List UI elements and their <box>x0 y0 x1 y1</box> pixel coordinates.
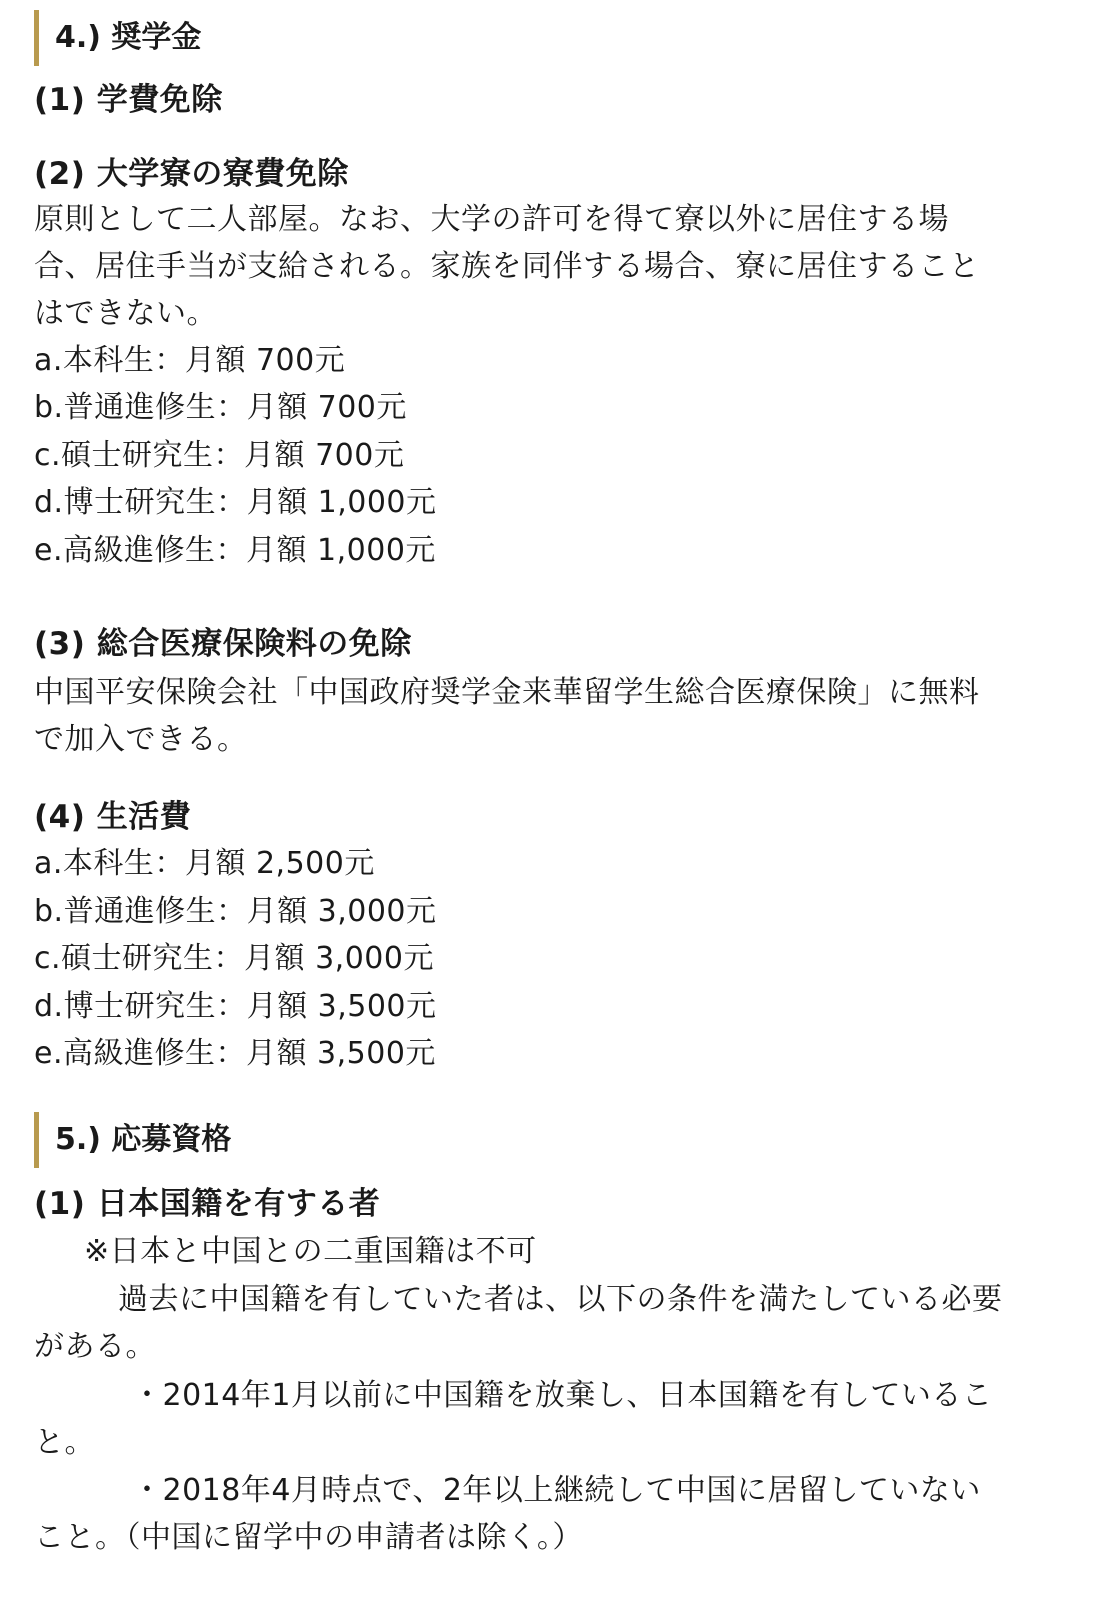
living-cost-item: a.本科生：月額 2,500元 <box>34 846 375 881</box>
section-4-heading: 4.) 奨学金 <box>34 10 201 66</box>
subheading-dorm-fee-waiver: (2) 大学寮の寮費免除 <box>34 156 349 192</box>
dorm-fee-item: b.普通進修生：月額 700元 <box>34 390 407 425</box>
subheading-tuition-waiver: (1) 学費免除 <box>34 82 223 118</box>
dorm-fee-item: c.碩士研究生：月額 700元 <box>34 438 405 473</box>
insurance-text-line: で加入できる。 <box>34 722 248 757</box>
dorm-text-line: 合、居住手当が支給される。家族を同伴する場合、寮に居住すること <box>34 249 980 284</box>
insurance-text-line: 中国平安保険会社「中国政府奨学金来華留学生総合医療保険」に無料 <box>34 675 980 710</box>
subheading-living-costs: (4) 生活費 <box>34 799 192 835</box>
dorm-text-line: はできない。 <box>34 296 217 331</box>
eligibility-text-line: こと。（中国に留学中の申請者は除く。） <box>34 1520 583 1555</box>
living-cost-item: c.碩士研究生：月額 3,000元 <box>34 941 434 976</box>
eligibility-text-line: がある。 <box>34 1329 156 1364</box>
dorm-fee-item: d.博士研究生：月額 1,000元 <box>34 485 437 520</box>
living-cost-item: d.博士研究生：月額 3,500元 <box>34 989 437 1024</box>
eligibility-condition: ・2014年1月以前に中国籍を放棄し、日本国籍を有しているこ <box>132 1378 993 1413</box>
eligibility-condition: ・2018年4月時点で、2年以上継続して中国に居留していない <box>132 1473 981 1508</box>
eligibility-text-line: と。 <box>34 1425 95 1460</box>
eligibility-text-line: 過去に中国籍を有していた者は、以下の条件を満たしている必要 <box>118 1282 1003 1317</box>
dual-nationality-note: ※日本と中国との二重国籍は不可 <box>84 1234 537 1269</box>
dorm-fee-item: a.本科生：月額 700元 <box>34 343 346 378</box>
section-5-heading: 5.) 応募資格 <box>34 1112 231 1168</box>
subheading-japanese-nationality: (1) 日本国籍を有する者 <box>34 1186 381 1222</box>
dorm-text-line: 原則として二人部屋。なお、大学の許可を得て寮以外に居住する場 <box>34 202 949 237</box>
living-cost-item: e.高級進修生：月額 3,500元 <box>34 1036 436 1071</box>
subheading-medical-insurance: (3) 総合医療保険料の免除 <box>34 626 412 662</box>
dorm-fee-item: e.高級進修生：月額 1,000元 <box>34 533 436 568</box>
living-cost-item: b.普通進修生：月額 3,000元 <box>34 894 437 929</box>
